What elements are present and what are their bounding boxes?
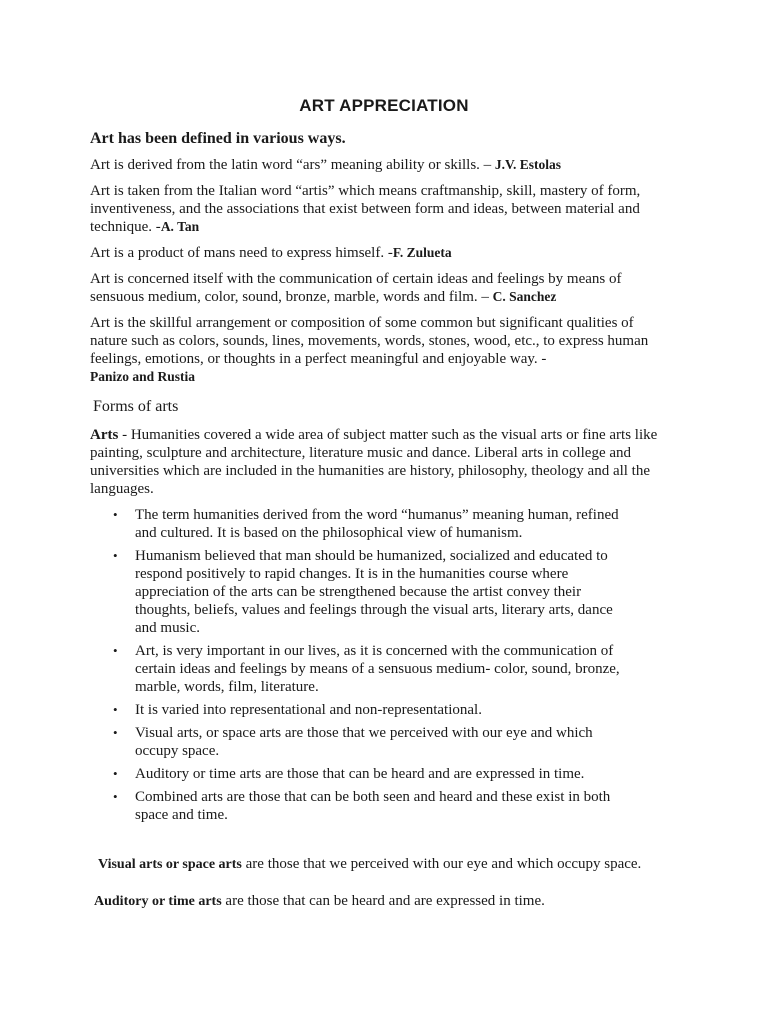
summary-lead: Auditory or time arts	[94, 894, 222, 909]
arts-text: - Humanities covered a wide area of subject matter such as the visual arts or fine arts like painting, sculpture and architecture, literature music and dance. Liberal arts in college and universities which are included in the humanities are history, philosophy, theology and all the languages.	[90, 427, 658, 497]
definition-author: Panizo and Rustia	[90, 369, 196, 384]
list-item-text: It is varied into representational and non-representational.	[135, 702, 482, 718]
bullet-list	[90, 506, 658, 824]
list-item-text: Auditory or time arts are those that can be heard and are expressed in time.	[135, 766, 585, 782]
bullet-icon: •	[113, 725, 118, 740]
list-item-text: Combined arts are those that can be both seen and heard and these exist in both space and time.	[135, 789, 611, 823]
list-item	[113, 506, 658, 542]
definition-author: F. Zulueta	[392, 245, 452, 260]
arts-lead: Arts	[90, 427, 119, 443]
forms-heading: Forms of arts	[93, 398, 179, 415]
definition-paragraph	[90, 314, 658, 386]
definition-text: Art is a product of mans need to express himself. -	[90, 245, 393, 261]
list-item-text: Art, is very important in our lives, as it is concerned with the communication of certain ideas and feelings by means of a sensuous medium- color, sound, bronze, marble, words, film, literature.	[135, 643, 620, 695]
intro-heading: Art has been defined in various ways.	[90, 130, 346, 147]
bullet-icon: •	[113, 766, 118, 781]
bullet-icon: •	[113, 643, 118, 658]
definition-paragraph	[90, 244, 658, 262]
page-title: ART APPRECIATION	[299, 96, 469, 115]
list-item	[113, 765, 658, 783]
definition-author: A. Tan	[160, 219, 200, 234]
definition-author: J.V. Estolas	[494, 157, 562, 172]
arts-paragraph	[90, 426, 658, 498]
bullet-icon: •	[113, 507, 118, 522]
definition-author: C. Sanchez	[492, 289, 557, 304]
summary-text: are those that can be heard and are expressed in time.	[221, 893, 545, 909]
definition-paragraph	[90, 156, 658, 174]
bullet-icon: •	[113, 789, 118, 804]
summary-paragraph	[98, 852, 658, 877]
list-item-text: Humanism believed that man should be humanized, socialized and educated to respond positively to rapid changes. It is in the humanities course where appreciation of the arts can be strengthened because the artist convey their thoughts, beliefs, values and feelings through the visual arts, literary arts, dance and music.	[135, 548, 613, 636]
list-item	[113, 701, 658, 719]
definition-text: Art is derived from the latin word “ars” meaning ability or skills. –	[90, 157, 495, 173]
definition-text: Art is taken from the Italian word “artis” which means craftmanship, skill, mastery of form, inventiveness, and the associations that exist between form and ideas, between material and technique. -	[90, 183, 641, 235]
summary-lead: Visual arts or space arts	[98, 857, 242, 872]
bullet-icon: •	[113, 548, 118, 563]
list-item-text: Visual arts, or space arts are those that we perceived with our eye and which occupy space.	[135, 725, 593, 759]
definition-text: Art is the skillful arrangement or composition of some common but significant qualities of nature such as colors, sounds, lines, movements, words, stones, wood, etc., to express human feelings, emotions, or thoughts in a perfect meaningful and enjoyable way. -	[90, 315, 649, 367]
definition-paragraph	[90, 182, 658, 236]
list-item-text: The term humanities derived from the word “humanus” meaning human, refined and cultured. It is based on the philosophical view of humanism.	[135, 507, 619, 541]
list-item	[113, 642, 658, 696]
definition-paragraph	[90, 270, 658, 306]
list-item	[113, 788, 658, 824]
list-item	[113, 724, 658, 760]
bullet-icon: •	[113, 702, 118, 717]
summary-paragraph	[94, 889, 658, 914]
definition-text: Art is concerned itself with the communication of certain ideas and feelings by means of sensuous medium, color, sound, bronze, marble, words and film. –	[90, 271, 622, 305]
list-item	[113, 547, 658, 637]
summary-text: are those that we perceived with our eye and which occupy space.	[241, 856, 642, 872]
